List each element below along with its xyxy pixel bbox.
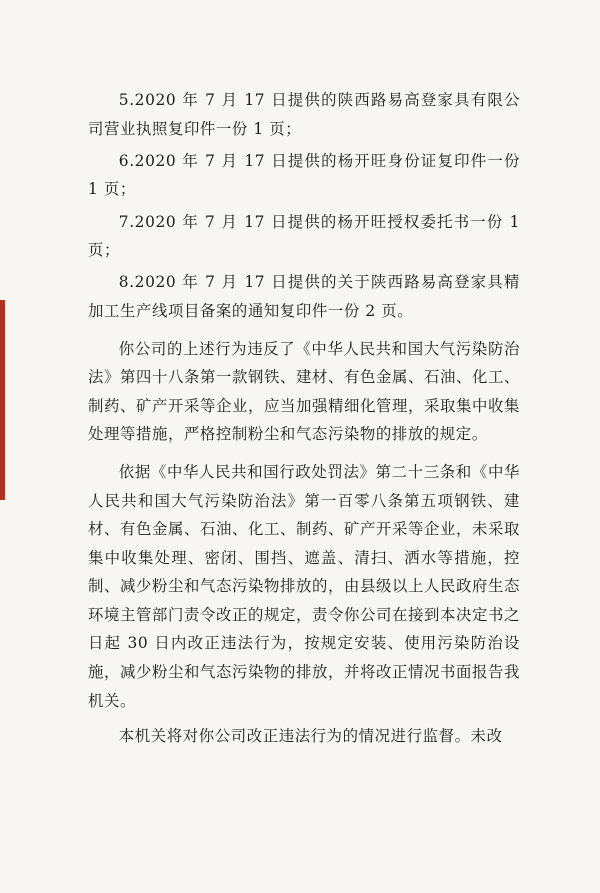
paragraph-item-7: 7.2020 年 7 月 17 日提供的杨开旺授权委托书一份 1 页； <box>88 212 520 260</box>
paragraph-legal-basis: 依据《中华人民共和国行政处罚法》第二十三条和《中华人民共和国大气污染防治法》第一百零八条第五项钢铁、建材、有色金属、石油、化工、制药、矿产开采等企业，未采取集中收集处理、密闭、围挡、遮盖、清扫、洒水等措施，控制、减少粉尘和气态污染物排放的，由县级以上人民政府生态环境主管部门责令改正的规定，责令你公司在接到本决定书之日起 30 日内改正违法行为，按规定安装、使用污染防治设施，减少粉尘和气态污染物的排放，并将改正情况书面报告我机关。 <box>88 462 520 710</box>
paragraph-item-5: 5.2020 年 7 月 17 日提供的陕西路易高登家具有限公司营业执照复印件一份 1 页； <box>88 91 520 138</box>
document-body <box>88 86 520 754</box>
paragraph-item-6: 6.2020 年 7 月 17 日提供的杨开旺身份证复印件一份 1 页； <box>88 151 520 199</box>
paragraph-violation: 你公司的上述行为违反了《中华人民共和国大气污染防治法》第四十八条第一款钢铁、建材、有色金属、石油、化工、制药、矿产开采等企业，应当加强精细化管理，采取集中收集处理等措施，严格控制粉尘和气态污染物的排放的规定。 <box>88 339 520 444</box>
binding-edge-mark <box>0 300 5 500</box>
paragraph-supervision: 本机关将对你公司改正违法行为的情况进行监督。未改 <box>118 727 503 746</box>
paragraph-item-8: 8.2020 年 7 月 17 日提供的关于陕西路易高登家具精加工生产线项目备案的通知复印件一份 2 页。 <box>88 273 520 320</box>
